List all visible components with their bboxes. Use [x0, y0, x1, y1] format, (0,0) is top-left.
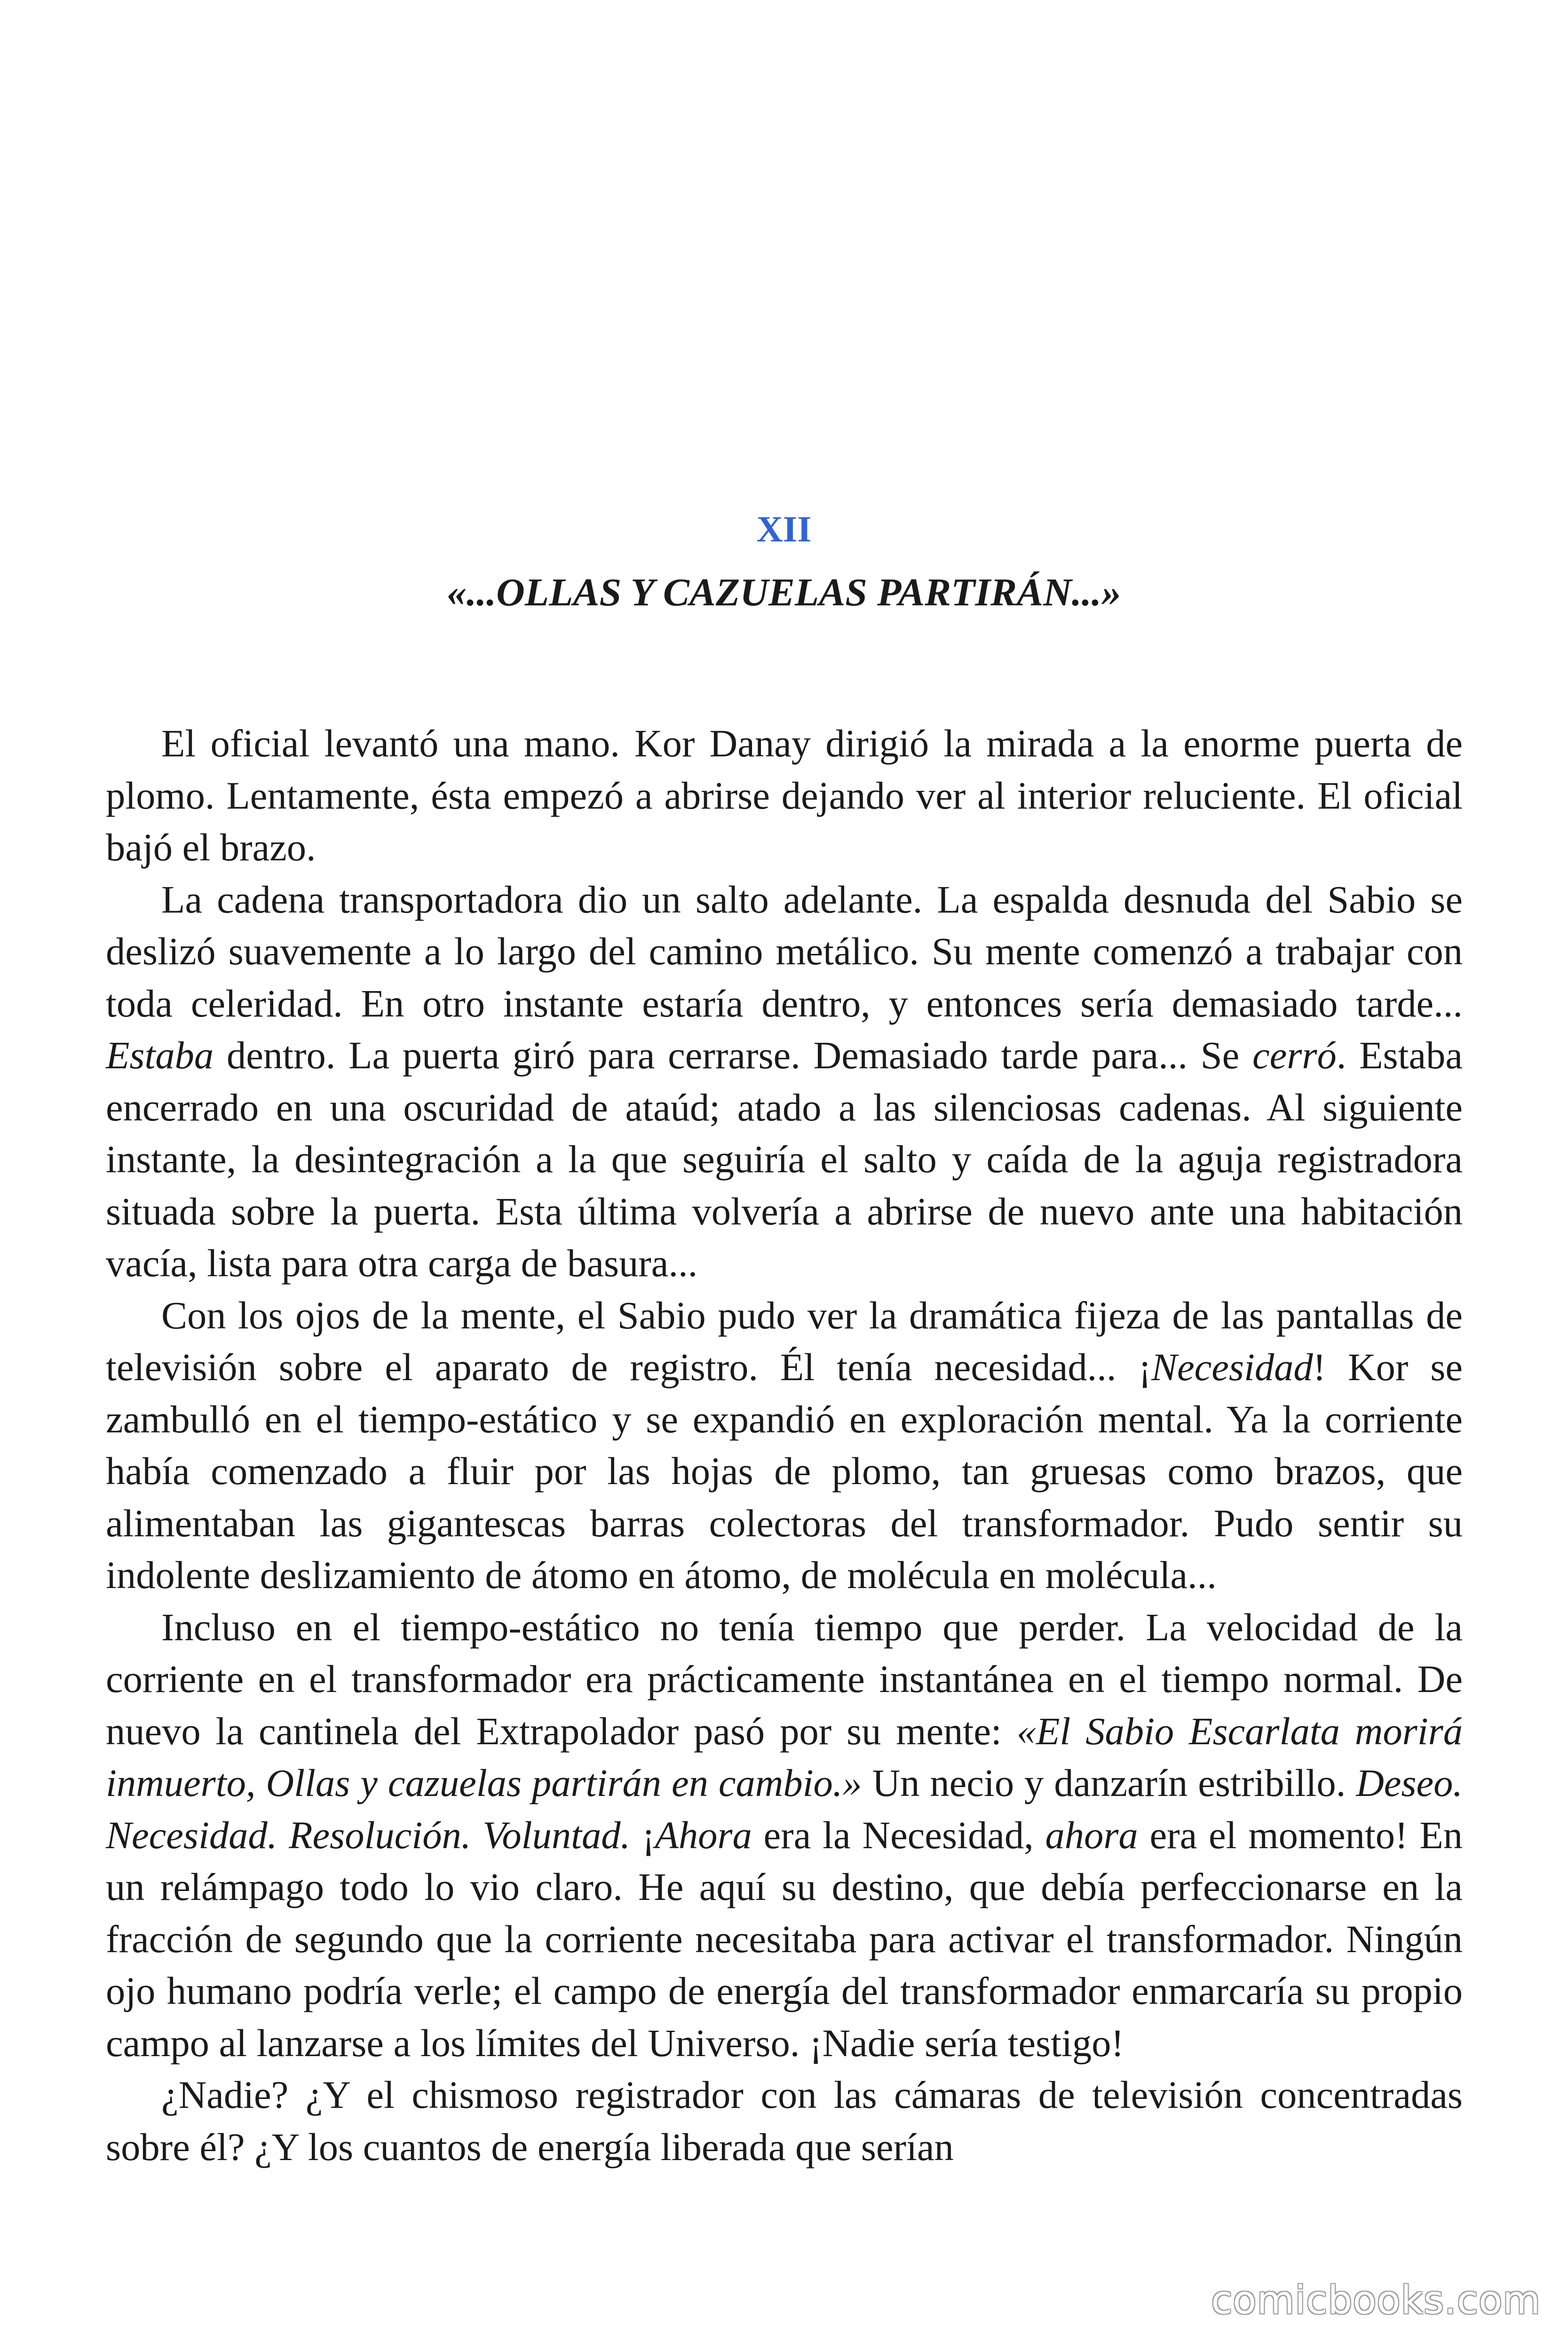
- text-run: El oficial levantó una mano. Kor Danay dirigió la mirada a la enorme puerta de plomo. Lentamente, ésta empezó a abrirse dejando ver al interior reluciente. El oficial bajó el brazo.: [106, 722, 1463, 869]
- text-run: Incluso en el tiempo-estático no tenía tiempo que perder. La velocidad de la corriente en el transformador era prácticamente instantánea en el tiempo normal. De nuevo la cantinela del Extrapolador pasó por su mente:: [106, 1605, 1463, 1753]
- italic-text-run: Necesidad: [1151, 1345, 1313, 1389]
- text-run: ¿Nadie? ¿Y el chismoso registrador con las cámaras de televisión concentradas sobre él? ¿Y los cuantos de energía liberada que serían: [106, 2073, 1463, 2169]
- chapter-number: XII: [756, 509, 812, 549]
- text-run: Con los ojos de la mente, el Sabio pudo ver la dramática fijeza de las pantallas de televisión sobre el aparato de registro. Él tenía necesidad... ¡: [106, 1293, 1463, 1389]
- paragraph: [106, 1289, 1463, 1601]
- text-run: Un necio y danzarín estribillo.: [862, 1761, 1356, 1804]
- italic-text-run: Ahora: [655, 1813, 752, 1857]
- italic-text-run: Estaba: [106, 1033, 214, 1077]
- text-run: ! Kor se zambulló en el tiempo-estático y se expandió en exploración mental. Ya la corriente había comenzado a fluir por las hojas de plomo, tan gruesas como brazos, que alimentaban las gigantescas barras colectoras del transformador. Pudo sentir su indolente deslizamiento de átomo en átomo, de molécula en molécula...: [106, 1345, 1463, 1597]
- paragraph: [106, 1601, 1463, 2069]
- text-run: La cadena transportadora dio un salto adelante. La espalda desnuda del Sabio se deslizó suavemente a lo largo del camino metálico. Su mente comenzó a trabajar con toda celeridad. En otro instante estaría dentro, y entonces sería demasiado tarde...: [106, 877, 1463, 1025]
- text-run: dentro. La puerta giró para cerrarse. Demasiado tarde para... Se: [214, 1033, 1252, 1077]
- paragraph: [106, 717, 1463, 874]
- watermark-logo: comicbooks.com: [1211, 2278, 1541, 2323]
- text-run: era la Necesidad,: [752, 1813, 1045, 1857]
- paragraph: [106, 874, 1463, 1289]
- text-run: . Estaba encerrado en una oscuridad de ataúd; atado a las silenciosas cadenas. Al siguiente instante, la desintegración a la que seguiría el salto y caída de la aguja registradora situada sobre la puerta. Esta última volvería a abrirse de nuevo ante una habitación vacía, lista para otra carga de basura...: [106, 1033, 1463, 1285]
- body-text: [106, 717, 1463, 2173]
- chapter-title: «...OLLAS Y CAZUELAS PARTIRÁN...»: [447, 571, 1121, 614]
- italic-text-run: ahora: [1045, 1813, 1138, 1857]
- italic-text-run: Deseo. Necesidad. Resolución. Voluntad.: [106, 1761, 1463, 1857]
- italic-text-run: «El Sabio Escarlata morirá inmuerto, Ollas y cazuelas partirán en cambio.»: [106, 1709, 1463, 1804]
- text-run: ¡: [630, 1813, 655, 1857]
- italic-text-run: cerró: [1252, 1033, 1337, 1077]
- text-run: era el momento! En un relámpago todo lo vio claro. He aquí su destino, que debía perfeccionarse en la fracción de segundo que la corriente necesitaba para activar el transformador. Ningún ojo humano podría verle; el campo de energía del transformador enmarcaría su propio campo al lanzarse a los límites del Universo. ¡Nadie sería testigo!: [106, 1813, 1463, 2065]
- paragraph: [106, 2069, 1463, 2173]
